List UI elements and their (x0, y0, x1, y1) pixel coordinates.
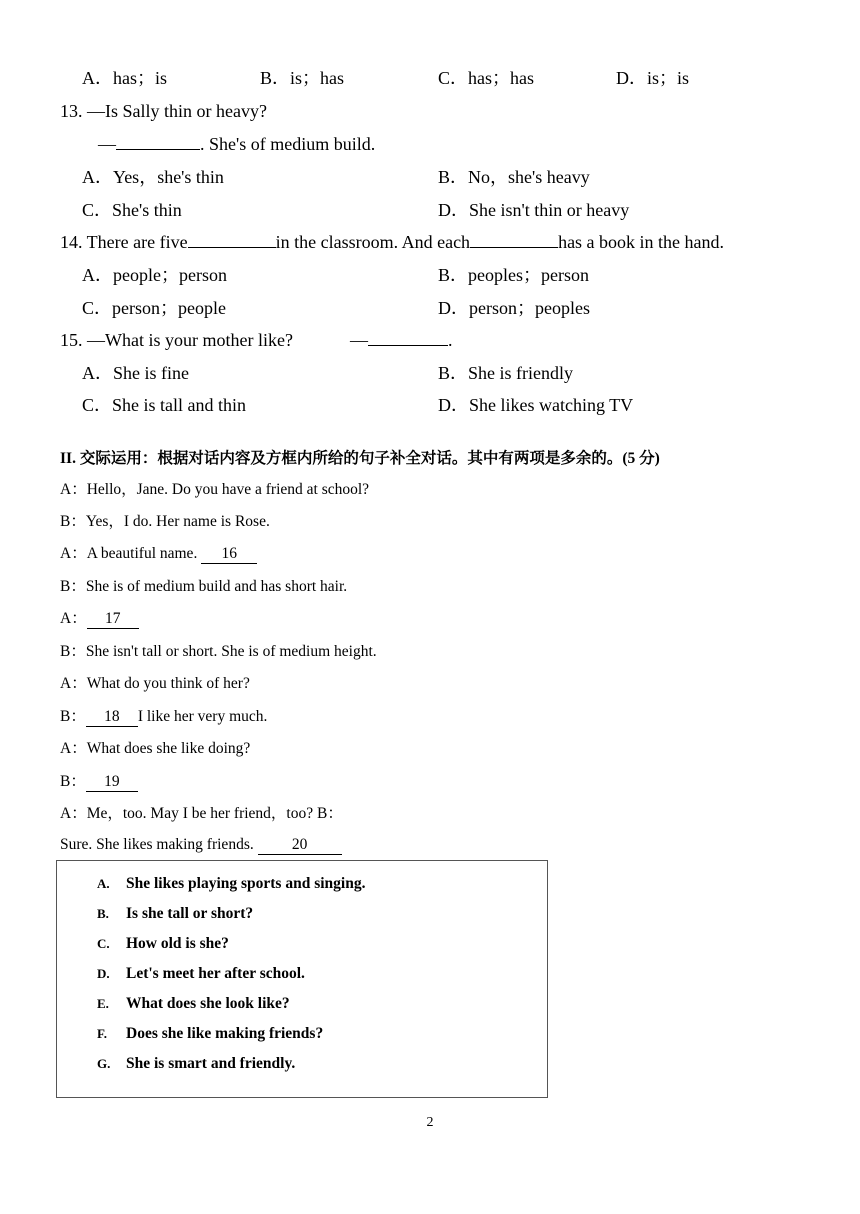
q14-part3: has a book in the hand. (558, 232, 725, 252)
dialogue-line-9: A：What does she like doing? (60, 740, 251, 757)
q13-stem: 13. —Is Sally thin or heavy? (60, 101, 267, 121)
dialogue-line-4: B：She is of medium build and has short hair. (60, 578, 348, 595)
q15-option-c: C．She is tall and thin (82, 395, 246, 415)
dialogue-line-3 (60, 544, 257, 564)
box-option-f-letter: F. (97, 1026, 107, 1041)
dialogue-line-10 (60, 772, 138, 792)
dialogue-line-8 (60, 707, 267, 727)
dialogue-line-10-text: B： (60, 773, 86, 790)
dialogue-line-2: B：Yes，I do. Her name is Rose. (60, 513, 270, 530)
dialogue-line-6: B：She isn't tall or short. She is of medium height. (60, 643, 377, 660)
dialogue-line-3-text: A：A beautiful name. (60, 545, 202, 562)
dialogue-line-1: A：Hello，Jane. Do you have a friend at school? (60, 481, 370, 498)
q15-stem: 15. —What is your mother like? (60, 330, 293, 350)
box-option-f (97, 1024, 323, 1044)
box-option-c-text: How old is she? (126, 935, 229, 952)
q12-option-d: D．is；is (616, 68, 690, 88)
box-option-f-text: Does she like making friends? (126, 1025, 324, 1042)
dialogue-line-8-text: B： (60, 708, 86, 725)
box-option-c (97, 934, 229, 954)
q12-option-c: C．has；has (438, 68, 534, 88)
q14-stem (60, 231, 724, 253)
box-option-d-text: Let's meet her after school. (126, 965, 305, 982)
dialogue-line-7: A：What do you think of her? (60, 675, 250, 692)
box-option-e-letter: E. (97, 996, 109, 1011)
q13-answer-suffix: . She's of medium build. (200, 134, 376, 154)
blank-20: 20 (258, 836, 342, 855)
box-option-d (97, 964, 305, 984)
q13-option-b: B．No，she's heavy (438, 167, 590, 187)
q14-option-a: A．people；person (82, 265, 227, 285)
q14-part1: 14. There are five (60, 232, 188, 252)
section-title: II. 交际运用：根据对话内容及方框内所给的句子补全对话。其中有两项是多余的。(5 分) (60, 450, 660, 467)
q13-option-d: D．She isn't thin or heavy (438, 200, 630, 220)
q15-answer-line (350, 329, 453, 351)
box-option-g (97, 1054, 295, 1074)
q13-answer-prefix: — (98, 134, 116, 154)
box-option-c-letter: C. (97, 936, 110, 951)
q15-option-d: D．She likes watching TV (438, 395, 634, 415)
dialogue-line-11: A：Me，too. May I be her friend，too? B： (60, 805, 343, 822)
box-option-e-text: What does she look like? (126, 995, 290, 1012)
box-option-g-text: She is smart and friendly. (126, 1055, 296, 1072)
box-option-a (97, 874, 365, 894)
q14-option-c: C．person；people (82, 298, 226, 318)
q15-option-a: A．She is fine (82, 363, 189, 383)
page-number: 2 (426, 1115, 434, 1130)
dialogue-line-5 (60, 609, 139, 629)
q15-answer-suffix: . (448, 330, 453, 350)
box-option-e (97, 994, 290, 1014)
q14-part2: in the classroom. And each (275, 232, 471, 252)
blank-17: 17 (87, 610, 139, 629)
dialogue-line-12 (60, 835, 342, 855)
box-option-g-letter: G. (97, 1056, 111, 1071)
q13-option-a: A．Yes，she's thin (82, 167, 224, 187)
dialogue-line-12-text: Sure. She likes making friends. (60, 836, 258, 853)
dialogue-line-8-after: I like her very much. (137, 708, 268, 725)
q14-option-b: B．peoples；person (438, 265, 589, 285)
q14-blank-1 (188, 231, 276, 248)
q14-blank-2 (470, 231, 558, 248)
q13-answer-line (98, 133, 375, 155)
q13-option-c: C．She's thin (82, 200, 182, 220)
q12-option-a: A．has；is (82, 68, 167, 88)
q15-option-b: B．She is friendly (438, 363, 573, 383)
q15-answer-prefix: — (350, 330, 368, 350)
box-option-b-text: Is she tall or short? (126, 905, 254, 922)
box-option-b-letter: B. (97, 906, 109, 921)
blank-19: 19 (86, 773, 138, 792)
q12-option-b: B．is；has (260, 68, 345, 88)
box-option-b (97, 904, 253, 924)
q13-answer-blank (116, 133, 200, 150)
q15-answer-blank (368, 329, 448, 346)
options-box (56, 860, 548, 1098)
q14-option-d: D．person；peoples (438, 298, 590, 318)
blank-16: 16 (201, 545, 257, 564)
box-option-a-letter: A. (97, 876, 110, 891)
box-option-d-letter: D. (97, 966, 110, 981)
blank-18: 18 (86, 708, 138, 727)
box-option-a-text: She likes playing sports and singing. (126, 875, 366, 892)
dialogue-line-5-text: A： (60, 610, 87, 627)
